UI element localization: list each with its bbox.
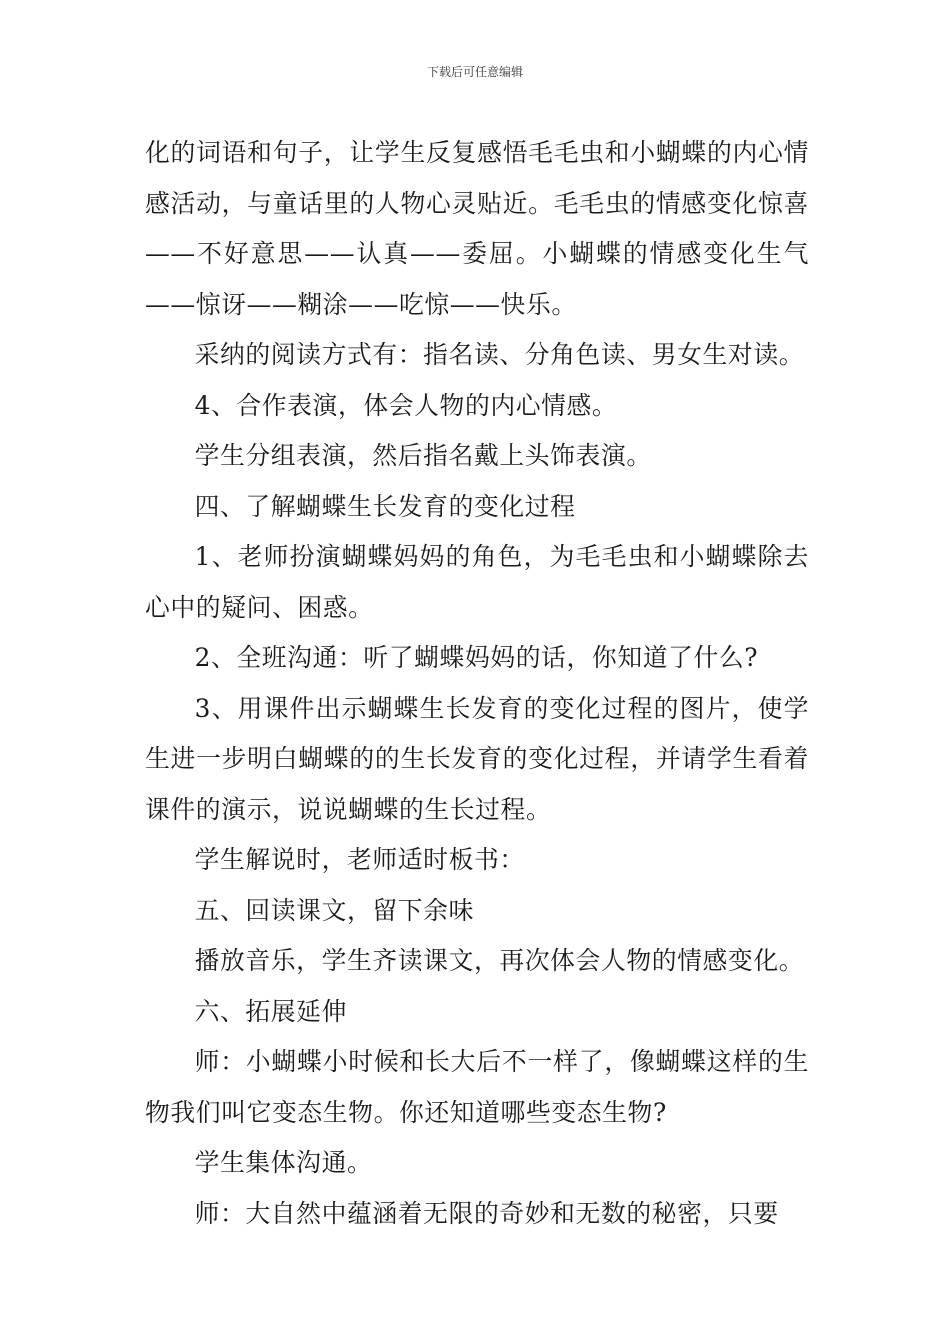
paragraph-step-3: 3、用课件出示蝴蝶生长发育的变化过程的图片，使学生进一步明白蝴蝶的的生长发育的变化过程，并请学生看着课件的演示，说说蝴蝶的生长过程。 bbox=[145, 693, 809, 824]
section-heading-5: 五、回读课文，留下余味 bbox=[194, 895, 474, 925]
paragraph-step-1: 1、老师扮演蝴蝶妈妈的角色，为毛毛虫和小蝴蝶除去心中的疑问、困惑。 bbox=[145, 542, 809, 622]
paragraph-teacher-nature: 师：大自然中蕴涵着无限的奇妙和无数的秘密，只要 bbox=[194, 1198, 779, 1228]
paragraph-music-reading: 播放音乐，学生齐读课文，再次体会人物的情感变化。 bbox=[194, 946, 805, 975]
paragraph-group-performance: 学生分组表演，然后指名戴上头饰表演。 bbox=[194, 441, 652, 470]
paragraph-reading-methods: 采纳的阅读方式有：指名读、分角色读、男女生对读。 bbox=[194, 340, 805, 369]
paragraph-teacher-metamorphosis: 师：小蝴蝶小时候和长大后不一样了，像蝴蝶这样的生物我们叫它变态生物。你还知道哪些变态生物? bbox=[145, 1047, 809, 1127]
paragraph-class-discussion: 学生集体沟通。 bbox=[194, 1148, 373, 1177]
paragraph-emotion-changes: 化的词语和句子，让学生反复感悟毛毛虫和小蝴蝶的内心情感活动，与童话里的人物心灵贴近。毛毛虫的情感变化惊喜——不好意思——认真——委屈。小蝴蝶的情感变化生气——惊讶——糊涂——吃惊——快乐。 bbox=[145, 138, 809, 319]
paragraph-board-writing: 学生解说时，老师适时板书： bbox=[194, 845, 525, 874]
section-heading-4: 四、了解蝴蝶生长发育的变化过程 bbox=[194, 491, 576, 521]
section-heading-6: 六、拓展延伸 bbox=[194, 996, 347, 1026]
paragraph-step-4: 4、合作表演，体会人物的内心情感。 bbox=[194, 390, 618, 420]
document-body bbox=[145, 128, 809, 1239]
paragraph-step-2: 2、全班沟通：听了蝴蝶妈妈的话，你知道了什么? bbox=[194, 643, 759, 672]
page-header: 下载后可任意编辑 bbox=[426, 65, 523, 79]
